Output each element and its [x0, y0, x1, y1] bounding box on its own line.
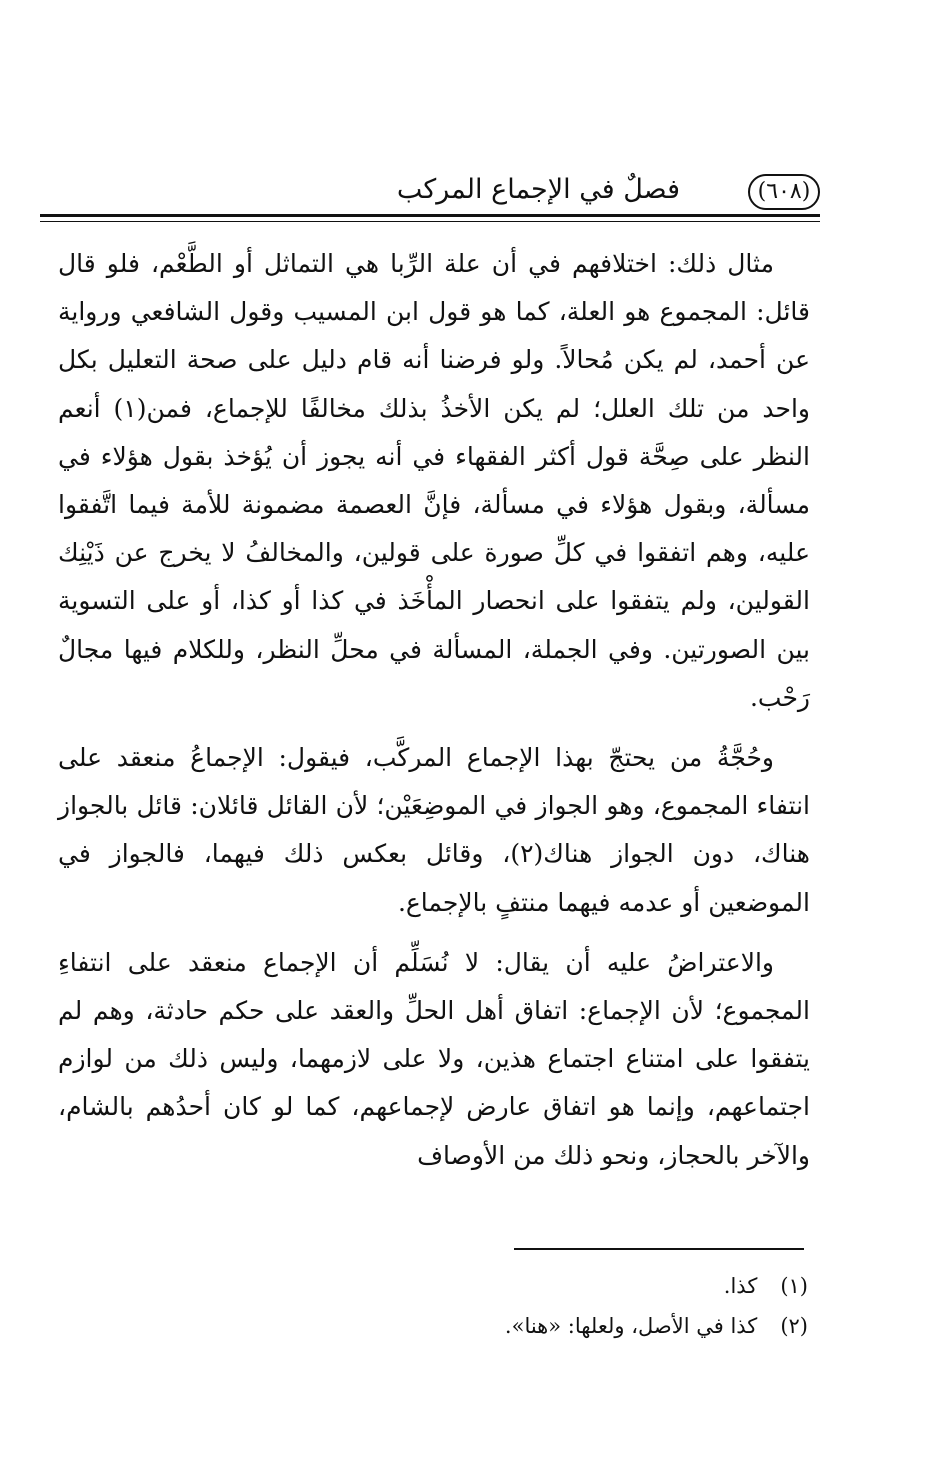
- main-text: [58, 240, 810, 1180]
- header-rule-thin: [40, 221, 820, 222]
- footnotes: [208, 1266, 808, 1346]
- header-rule-thick: [40, 214, 820, 217]
- footnote-separator: [514, 1248, 804, 1250]
- paragraph: والاعتراضُ عليه أن يقال: لا نُسَلِّم أن الإجماع منعقد على انتفاءِ المجموع؛ لأن الإجماع: اتفاق أهل الحلِّ والعقد على حكم حادثة، وهم لم يتفقوا على امتناع اجتماع هذين، ولا على لازمهما، وليس ذلك من لوازم اجتماعهم، وإنما هو اتفاق عارض لإجماعهم، كما لو كان أحدُهم بالشام، والآخر بالحجاز، ونحو ذلك من الأوصاف: [58, 947, 810, 1170]
- footnote-number: (١): [780, 1274, 808, 1298]
- page-number: (٦٠٨): [748, 174, 820, 210]
- footnote-2: [208, 1306, 808, 1346]
- footnote-number: (٢): [780, 1314, 808, 1338]
- footnote-text: كذا.: [723, 1274, 758, 1298]
- paragraph: مثال ذلك: اختلافهم في أن علة الرِّبا هي التماثل أو الطَّعْم، فلو قال قائل: المجموع هو العلة، كما هو قول ابن المسيب وقول الشافعي ورواية عن أحمد، لم يكن مُحالاً. ولو فرضنا أنه قام دليل على صحة التعليل بكل واحد من تلك العلل؛ لم يكن الأخذُ بذلك مخالفًا للإجماع، فمن(١) أنعم النظر على صِحَّة قول أكثر الفقهاء في أنه يجوز أن يُؤخذ بقول هؤلاء في مسألة، وبقول هؤلاء في مسألة، فإنَّ العصمة مضمونة للأمة فيما اتَّفقوا عليه، وهم اتفقوا في كلِّ صورة على قولين، والمخالفُ لا يخرج عن ذَيْنِك القولين، ولم يتفقوا على انحصار المأْخَذ في كذا أو كذا، أو على التسوية بين الصورتين. وفي الجملة، المسألة في محلِّ النظر، وللكلام فيها مجالٌ رَحْب.: [58, 249, 810, 712]
- paragraph: وحُجَّةُ من يحتجّ بهذا الإجماع المركَّب، فيقول: الإجماعُ منعقد على انتفاء المجموع، وهو الجواز في الموضِعَيْن؛ لأن القائل قائلان: قائل بالجواز هناك، دون الجواز هناك(٢)، وقائل بعكس ذلك فيهما، فالجواز في الموضعين أو عدمه فيهما منتفٍ بالإجماع.: [58, 743, 810, 917]
- footnote-text: كذا في الأصل، ولعلها: «هنا».: [504, 1314, 758, 1338]
- chapter-title: فصلٌ في الإجماع المركب: [396, 174, 680, 205]
- footnote-1: [208, 1266, 808, 1306]
- running-header: [40, 172, 820, 212]
